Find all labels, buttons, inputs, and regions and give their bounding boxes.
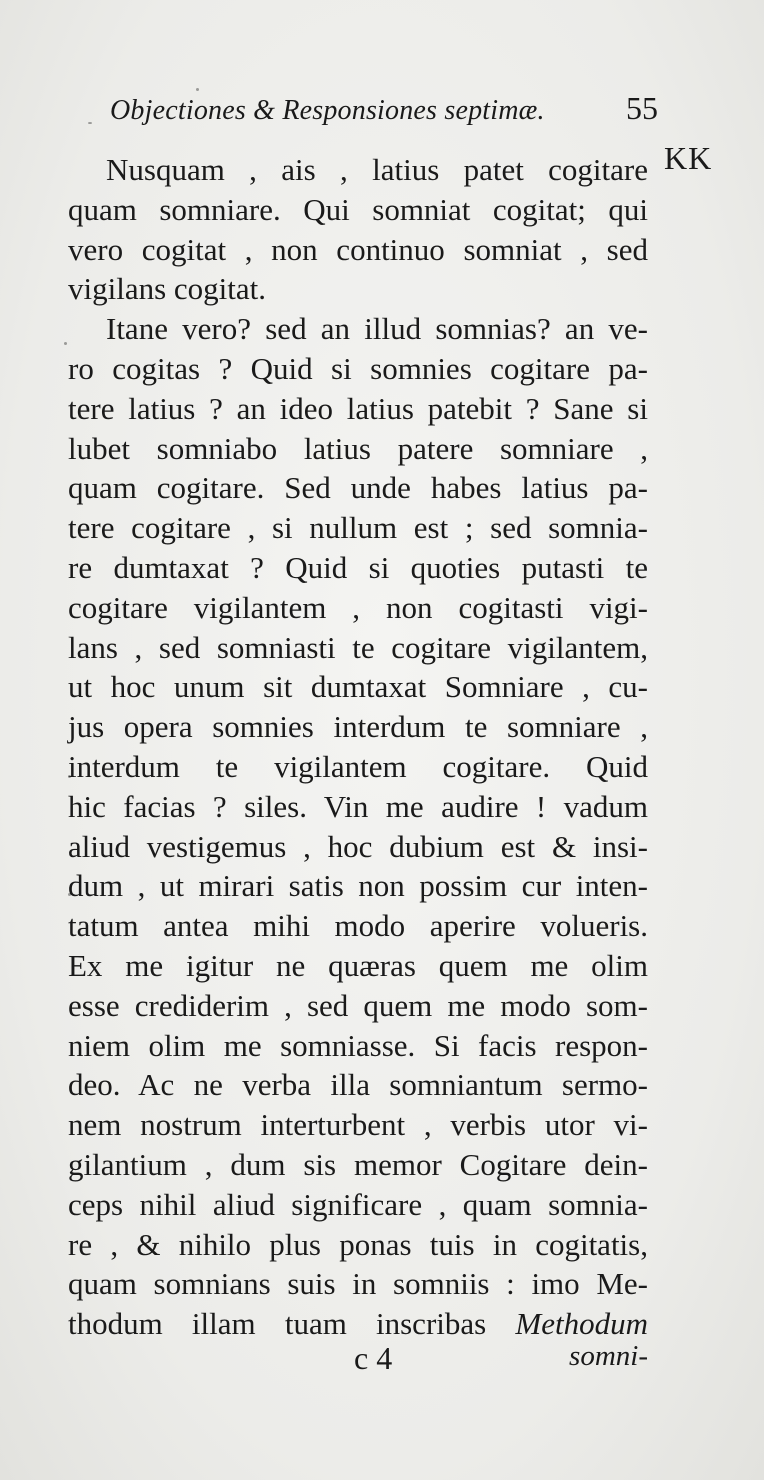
text-line: tere cogitare , si nullum est ; sed somnia- bbox=[68, 510, 648, 546]
text-line: nem nostrum interturbent , verbis utor vi- bbox=[68, 1107, 648, 1143]
text-line: aliud vestigemus , hoc dubium est & insi- bbox=[68, 828, 648, 864]
italic-word: Methodum bbox=[515, 1306, 648, 1342]
text-line: interdum te vigilantem cogitare. Quid bbox=[68, 748, 648, 784]
text-line: lubet somniabo latius patere somniare , bbox=[68, 430, 648, 466]
running-title: Objectiones & Responsiones septimæ. bbox=[110, 95, 545, 126]
text-line: gilantium , dum sis memor Cogitare dein- bbox=[68, 1146, 648, 1182]
ink-speck bbox=[64, 342, 67, 345]
text-line: re , & nihilo plus ponas tuis in cogitatis, bbox=[68, 1226, 648, 1262]
text-line: ceps nihil aliud significare , quam somnia- bbox=[68, 1186, 648, 1222]
text-line: tere latius ? an ideo latius patebit ? Sane si bbox=[68, 390, 648, 426]
signature-mark: c 4 bbox=[354, 1340, 393, 1376]
text-line: Ex me igitur ne quæras quem me olim bbox=[68, 947, 648, 983]
text-line: esse crediderim , sed quem me modo som- bbox=[68, 987, 648, 1023]
text-line: jus opera somnies interdum te somniare , bbox=[68, 709, 648, 745]
text-line: quam somniare. Qui somniat cogitat; qui bbox=[68, 191, 648, 227]
text-line: Nusquam , ais , latius patet cogitare bbox=[106, 152, 648, 187]
page-number: 55 bbox=[626, 90, 658, 126]
text-line: quam somnians suis in somniis : imo Me- bbox=[68, 1266, 648, 1302]
text-line: ut hoc unum sit dumtaxat Somniare , cu- bbox=[68, 669, 648, 705]
catchword: somni- bbox=[569, 1340, 648, 1372]
ink-speck bbox=[88, 122, 92, 124]
text-line: quam cogitare. Sed unde habes latius pa- bbox=[68, 470, 648, 506]
text-line: deo. Ac ne verba illa somniantum sermo- bbox=[68, 1067, 648, 1103]
text-line: hic facias ? siles. Vin me audire ! vadum bbox=[68, 788, 648, 824]
margin-note: KK bbox=[664, 140, 713, 176]
text-line: ro cogitas ? Quid si somnies cogitare pa- bbox=[68, 350, 648, 386]
text-line: re dumtaxat ? Quid si quoties putasti te bbox=[68, 549, 648, 585]
text-line: niem olim me somniasse. Si facis respon- bbox=[68, 1027, 648, 1063]
text-line: tatum antea mihi modo aperire volueris. bbox=[68, 908, 648, 944]
text-line: Itane vero? sed an illud somnias? an ve- bbox=[106, 311, 648, 347]
text-line: dum , ut mirari satis non possim cur inten- bbox=[68, 868, 648, 904]
text-line: vigilans cogitat. bbox=[68, 271, 267, 307]
text-line-with-italic bbox=[68, 1304, 648, 1344]
text-line: cogitare vigilantem , non cogitasti vigi- bbox=[68, 589, 648, 625]
body-text bbox=[68, 150, 648, 1344]
text-line-roman: thodum illam tuam inscribas bbox=[68, 1306, 487, 1342]
text-line: lans , sed somniasti te cogitare vigilantem, bbox=[68, 629, 648, 665]
text-line: vero cogitat , non continuo somniat , sed bbox=[68, 231, 648, 267]
running-header bbox=[110, 90, 658, 134]
page-footer bbox=[68, 1340, 648, 1380]
